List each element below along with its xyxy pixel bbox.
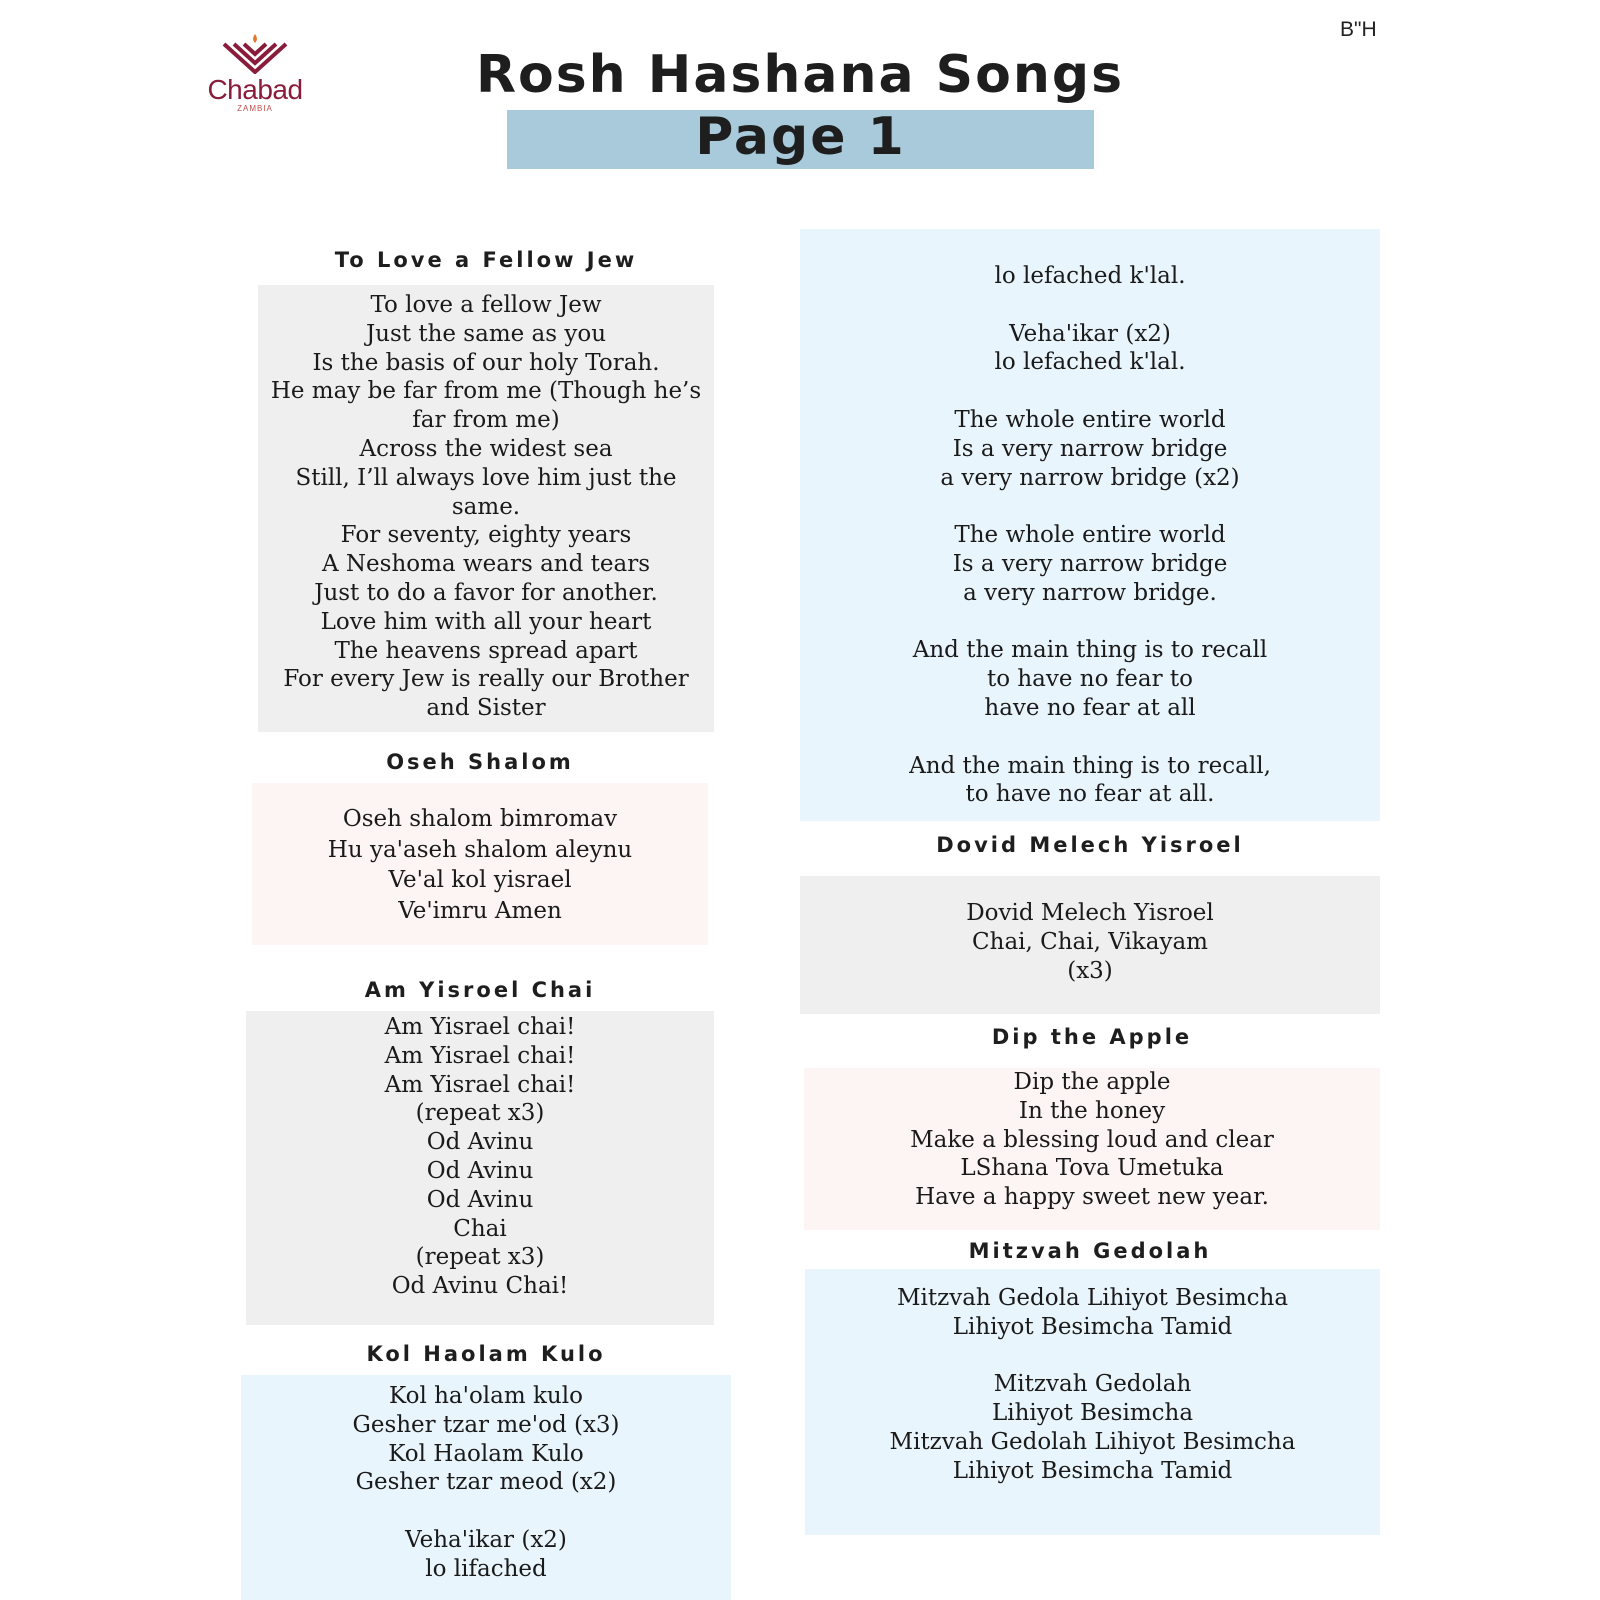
lyric-line: To love a fellow Jew xyxy=(370,292,602,318)
lyric-line: The heavens spread apart xyxy=(334,637,638,664)
lyric-line: Is the basis of our holy Torah. xyxy=(312,349,660,376)
lyric-line: Kol ha'olam kulo xyxy=(389,1383,583,1409)
lyric-line: Mitzvah Gedolah Lihiyot Besimcha xyxy=(889,1428,1296,1455)
lyric-line: The whole entire world xyxy=(954,406,1226,433)
lyric-line: Just the same as you xyxy=(365,320,607,347)
lyric-line: a very narrow bridge. xyxy=(963,579,1217,606)
page-title: Rosh Hashana Songs xyxy=(475,45,1125,105)
song-title-dip-apple: Dip the Apple xyxy=(991,1025,1193,1049)
lyric-line: Lihiyot Besimcha Tamid xyxy=(952,1457,1233,1484)
song-lyrics-kol-haolam-continued xyxy=(800,229,1380,821)
lyric-line: lo lefached k'lal. xyxy=(994,263,1186,289)
lyric-line xyxy=(800,492,1380,521)
lyric-line: The whole entire world xyxy=(954,522,1226,549)
lyric-line: Od Avinu xyxy=(426,1157,534,1184)
lyric-line: Dip the apple xyxy=(1013,1069,1171,1095)
lyric-line xyxy=(805,1342,1380,1371)
song-lyrics-am-yisroel-chai xyxy=(246,1011,714,1325)
lyric-line xyxy=(800,608,1380,637)
song-title-love-fellow-jew: To Love a Fellow Jew xyxy=(334,248,638,272)
lyric-line: Ve'al kol yisrael xyxy=(388,867,572,893)
lyric-line: Kol Haolam Kulo xyxy=(388,1440,584,1467)
song-lyrics-love-fellow-jew xyxy=(258,285,714,732)
lyric-line: lo lefached k'lal. xyxy=(994,349,1186,376)
lyric-line: Od Avinu xyxy=(426,1186,534,1213)
lyric-line: Oseh shalom bimromav xyxy=(342,806,618,832)
lyric-line: In the honey xyxy=(1018,1097,1166,1124)
lyric-line: Veha'ikar (x2) xyxy=(1009,320,1171,347)
lyric-line: and Sister xyxy=(426,695,546,722)
lyric-line: Mitzvah Gedolah xyxy=(993,1371,1192,1398)
page-subtitle: Page 1 xyxy=(695,107,906,167)
lyric-line: For seventy, eighty years xyxy=(340,522,632,549)
song-lyrics-dovid-melech xyxy=(800,876,1380,1014)
lyric-line: Across the widest sea xyxy=(359,435,613,462)
lyric-line: Gesher tzar meod (x2) xyxy=(355,1469,617,1496)
song-lyrics-oseh-shalom xyxy=(252,783,708,945)
lyric-line: a very narrow bridge (x2) xyxy=(940,464,1240,491)
lyric-line: Chai, Chai, Vikayam xyxy=(972,928,1208,955)
lyric-line: to have no fear at all. xyxy=(965,781,1215,808)
lyric-line: Od Avinu xyxy=(426,1129,534,1156)
lyric-line xyxy=(800,377,1380,406)
lyric-line: Ve'imru Amen xyxy=(398,897,562,924)
song-title-oseh-shalom: Oseh Shalom xyxy=(386,750,574,774)
lyric-line: Hu ya'aseh shalom aleynu xyxy=(327,836,633,863)
lyric-line: A Neshoma wears and tears xyxy=(322,551,650,578)
lyric-line: LShana Tova Umetuka xyxy=(960,1155,1224,1182)
bh-mark: B"H xyxy=(1340,18,1377,41)
lyric-line: Am Yisrael chai! xyxy=(384,1042,576,1069)
lyric-line: For every Jew is really our Brother xyxy=(283,666,689,693)
lyric-line: (x3) xyxy=(1067,957,1113,984)
lyric-line: Make a blessing loud and clear xyxy=(910,1126,1274,1153)
song-title-mitzvah-gedolah: Mitzvah Gedolah xyxy=(968,1239,1212,1263)
song-title-dovid-melech: Dovid Melech Yisroel xyxy=(936,833,1244,857)
lyric-line: Veha'ikar (x2) xyxy=(405,1526,567,1553)
lyric-line: Chai xyxy=(453,1215,507,1242)
lyric-line: Still, I’ll always love him just the xyxy=(295,464,677,491)
song-title-am-yisroel-chai: Am Yisroel Chai xyxy=(364,978,596,1002)
lyric-line: Dovid Melech Yisroel xyxy=(966,900,1214,926)
lyric-line: And the main thing is to recall, xyxy=(909,752,1271,779)
lyric-line: Od Avinu Chai! xyxy=(391,1273,569,1300)
lyric-line: Just to do a favor for another. xyxy=(314,579,658,606)
lyric-line: Gesher tzar me'od (x3) xyxy=(352,1411,620,1438)
lyric-line: (repeat x3) xyxy=(415,1100,545,1127)
lyric-line: Lihiyot Besimcha xyxy=(991,1400,1194,1427)
lyric-line: Love him with all your heart xyxy=(320,608,652,635)
lyric-line: have no fear at all xyxy=(984,694,1196,721)
lyric-line: Mitzvah Gedola Lihiyot Besimcha xyxy=(896,1285,1289,1311)
lyric-line xyxy=(800,723,1380,752)
song-lyrics-kol-haolam xyxy=(241,1375,731,1600)
lyric-line: Am Yisrael chai! xyxy=(384,1014,576,1040)
lyric-line: far from me) xyxy=(412,407,560,434)
song-title-kol-haolam: Kol Haolam Kulo xyxy=(366,1342,606,1366)
lyric-line: And the main thing is to recall xyxy=(912,637,1268,664)
lyric-line: same. xyxy=(451,493,521,520)
lyric-line: Lihiyot Besimcha Tamid xyxy=(952,1313,1233,1340)
lyric-line: lo lifached xyxy=(425,1555,547,1582)
logo-subtext: ZAMBIA xyxy=(237,104,273,113)
lyric-line xyxy=(800,291,1380,320)
logo-wordmark: Chabad xyxy=(207,74,303,105)
lyric-line xyxy=(241,1497,731,1526)
lyric-line: He may be far from me (Though he’s xyxy=(270,378,702,405)
lyric-line: Is a very narrow bridge xyxy=(952,550,1228,577)
lyric-line: Have a happy sweet new year. xyxy=(915,1184,1269,1211)
lyric-line: (repeat x3) xyxy=(415,1244,545,1271)
lyric-line: to have no fear to xyxy=(986,666,1194,693)
song-lyrics-dip-apple xyxy=(804,1068,1380,1230)
lyric-line: Is a very narrow bridge xyxy=(952,435,1228,462)
song-lyrics-mitzvah-gedolah xyxy=(805,1269,1380,1535)
lyric-line: Am Yisrael chai! xyxy=(384,1071,576,1098)
